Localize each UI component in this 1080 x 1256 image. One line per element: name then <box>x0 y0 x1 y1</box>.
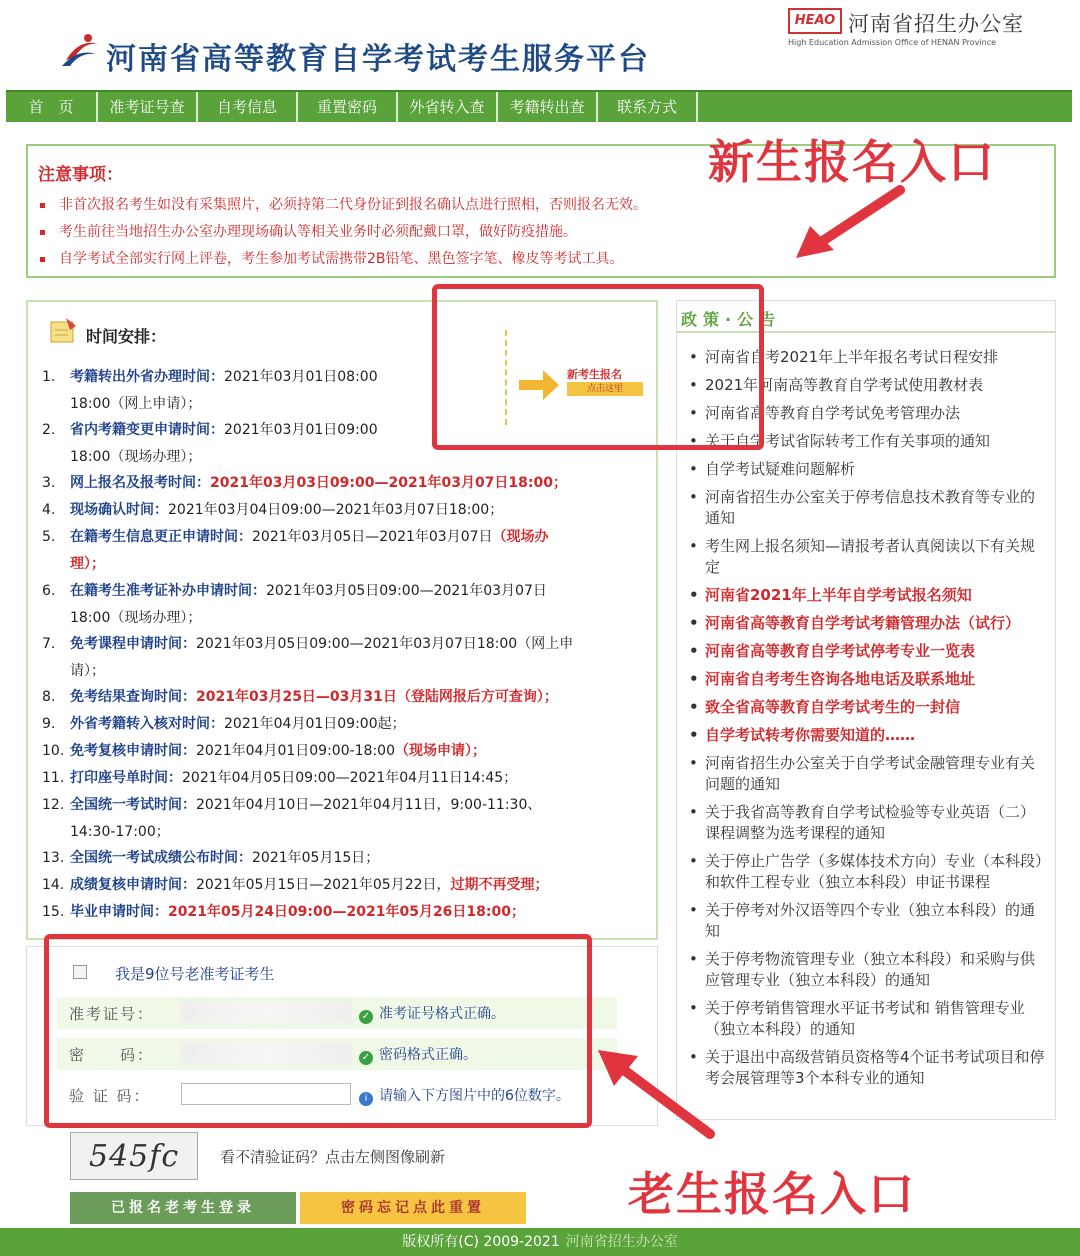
old-entry-annotation: 老生报名入口 <box>628 1167 916 1221</box>
main-nav <box>6 90 1072 122</box>
new-entry-annotation: 新生报名入口 <box>708 135 996 189</box>
office-english-name: High Education Admission Office of HENAN Province <box>788 38 997 47</box>
schedule-title: 时间安排： <box>86 327 167 346</box>
policy-item[interactable]: • 河南省招生办公室关于停考信息技术教育等专业的通知 <box>689 487 1049 529</box>
policy-item[interactable]: • 关于停考物流管理专业（独立本科段）和采购与供应管理专业（独立本科段）的通知 <box>689 949 1049 991</box>
nav-exam-info[interactable]: 自考信息 <box>198 92 298 122</box>
policy-item[interactable]: • 关于退出中高级营销员资格等4个证书考试项目和停考会展管理等3个本科专业的通知 <box>689 1047 1049 1089</box>
policy-item[interactable]: • 自学考试疑难问题解析 <box>689 459 1049 480</box>
schedule-row: 11. 打印座号单时间：2021年04月05日09:00—2021年04月11日14:45； <box>42 770 518 786</box>
schedule-row: 8. 免考结果查询时间：2021年03月25日—03月31日（登陆网报后方可查询）； <box>42 689 558 705</box>
captcha-image[interactable]: 545fc <box>70 1132 198 1180</box>
password-row: 密 码： ✓ 密码格式正确。 <box>57 1038 617 1070</box>
password-valid-msg: ✓ 密码格式正确。 <box>359 1044 477 1065</box>
policy-item[interactable]: • 河南省高等教育自学考试考籍管理办法（试行） <box>689 613 1049 634</box>
admission-row: 准考证号： ✓ 准考证号格式正确。 <box>57 997 617 1029</box>
schedule-row: 10. 免考复核申请时间：2021年04月01日09:00-18:00（现场申请）； <box>42 743 487 759</box>
office-brand <box>788 6 1050 48</box>
admission-valid-msg: ✓ 准考证号格式正确。 <box>359 1003 505 1024</box>
header <box>0 0 1080 88</box>
schedule-row: 2. 省内考籍变更申请时间：2021年03月01日09:00 18:00（现场办理）； <box>42 422 378 465</box>
policy-item[interactable]: • 河南省高等教育自学考试停考专业一览表 <box>689 641 1049 662</box>
schedule-row: 4. 现场确认时间：2021年03月04日09:00—2021年03月07日18:00； <box>42 502 504 518</box>
nav-transfer-in[interactable]: 外省转入查 <box>398 92 498 122</box>
captcha-row: 验 证 码： i 请输入下方图片中的6位数字。 <box>57 1079 617 1111</box>
nav-contact[interactable]: 联系方式 <box>598 92 698 122</box>
policy-item[interactable]: • 河南省招生办公室关于自学考试金融管理专业有关问题的通知 <box>689 753 1049 795</box>
notepad-icon <box>48 316 78 344</box>
schedule-row: 13. 全国统一考试成绩公布时间：2021年05月15日； <box>42 850 380 866</box>
old-entry-highlight-box <box>44 934 592 1128</box>
copyright: 版权所有(C) 2009-2021 <box>402 1234 560 1250</box>
office-logo: HEAO <box>788 8 842 34</box>
site-title: 河南省高等教育自学考试考生服务平台 <box>106 42 650 77</box>
schedule-row: 1. 考籍转出外省办理时间：2021年03月01日08:00 18:00（网上申请）； <box>42 369 378 412</box>
new-entry-button[interactable]: 点击这里 <box>567 382 643 396</box>
schedule-row: 15. 毕业申请时间：2021年05月24日09:00—2021年05月26日18:00； <box>42 904 525 920</box>
policy-title: 政策·公告 <box>681 310 782 329</box>
footer-org-link[interactable]: 河南省招生办公室 <box>565 1234 678 1250</box>
reset-password-button[interactable]: 密码忘记点此重置 <box>300 1192 526 1224</box>
new-entry-label[interactable]: 新考生报名 <box>567 368 622 381</box>
new-entry-highlight-box <box>432 284 764 450</box>
schedule-row: 9. 外省考籍转入核对时间：2021年04月01日09:00起； <box>42 716 406 732</box>
captcha-refresh-hint: 看不清验证码？点击左侧图像刷新 <box>220 1148 446 1166</box>
policy-item[interactable]: • 河南省自考考生咨询各地电话及联系地址 <box>689 669 1049 690</box>
arrow-down-left-icon <box>790 184 910 264</box>
schedule-row: 5. 在籍考生信息更正申请时间：2021年03月05日—2021年03月07日（现场办 理）； <box>42 529 549 572</box>
office-name: 河南省招生办公室 <box>848 12 1024 36</box>
captcha-hint-msg: i 请输入下方图片中的6位数字。 <box>359 1085 570 1106</box>
policy-item[interactable]: • 河南省2021年上半年自学考试报名须知 <box>689 585 1049 606</box>
policy-item[interactable]: • 2021年河南高等教育自学考试使用教材表 <box>689 375 1049 396</box>
notice-line: 考生前往当地招生办公室办理现场确认等相关业务时必须配戴口罩，做好防疫措施。 <box>40 221 577 241</box>
schedule-row: 6. 在籍考生准考证补办申请时间：2021年03月05日09:00—2021年03月07日 18:00（现场办理）； <box>42 583 547 626</box>
notice-title: 注意事项： <box>38 165 123 185</box>
notice-line: 非首次报名考生如没有采集照片，必须持第二代身份证到报名确认点进行照相，否则报名无效。 <box>40 194 647 214</box>
nav-home[interactable]: 首 页 <box>6 92 98 122</box>
old-admission-checkbox-label[interactable]: 我是9位号老准考证考生 <box>115 965 275 983</box>
footer <box>0 1228 1080 1256</box>
notice-line: 自学考试全部实行网上评卷，考生参加考试需携带2B铅笔、黑色签字笔、橡皮等考试工具。 <box>40 248 624 268</box>
schedule-row: 14. 成绩复核申请时间：2021年05月15日—2021年05月22日，过期不再受理； <box>42 877 549 893</box>
check-icon: ✓ <box>359 1010 373 1024</box>
policy-item[interactable]: • 关于我省高等教育自学考试检验等专业英语（二）课程调整为选考课程的通知 <box>689 802 1049 844</box>
nav-reset-password[interactable]: 重置密码 <box>298 92 398 122</box>
schedule-row: 12. 全国统一考试时间：2021年04月10日—2021年04月11日，9:00-11:30、 14:30-17:00； <box>42 797 542 840</box>
policy-item[interactable]: • 关于停考对外汉语等四个专业（独立本科段）的通知 <box>689 900 1049 942</box>
nav-transfer-out[interactable]: 考籍转出查 <box>498 92 598 122</box>
policy-item[interactable]: • 关于自学考试省际转考工作有关事项的通知 <box>689 431 1049 452</box>
info-icon: i <box>359 1092 373 1106</box>
policy-item[interactable]: • 河南省自考2021年上半年报名考试日程安排 <box>689 347 1049 368</box>
check-icon: ✓ <box>359 1051 373 1065</box>
policy-item[interactable]: • 致全省高等教育自学考试考生的一封信 <box>689 697 1049 718</box>
schedule-row: 3. 网上报名及报考时间：2021年03月03日09:00—2021年03月07日18:00； <box>42 475 567 491</box>
policy-item[interactable]: • 关于停考销售管理水平证书考试和 销售管理专业（独立本科段）的通知 <box>689 998 1049 1040</box>
arrow-up-left-icon <box>594 1044 724 1144</box>
schedule-row: 7. 免考课程申请时间：2021年03月05日09:00—2021年03月07日18:00（网上申 请）； <box>42 636 574 679</box>
platform-logo-icon <box>58 30 102 74</box>
policy-item[interactable]: • 考生网上报名须知—请报考者认真阅读以下有关规定 <box>689 536 1049 578</box>
policy-item[interactable]: • 自学考试转考你需要知道的…… <box>689 725 1049 746</box>
nav-admission-lookup[interactable]: 准考证号查 <box>98 92 198 122</box>
policy-item[interactable]: • 关于停止广告学（多媒体技术方向）专业（本科段）和软件工程专业（独立本科段）申证书课程 <box>689 851 1049 893</box>
old-student-login-button[interactable]: 已报名老考生登录 <box>70 1192 296 1224</box>
policy-item[interactable]: • 河南省高等教育自学考试免考管理办法 <box>689 403 1049 424</box>
